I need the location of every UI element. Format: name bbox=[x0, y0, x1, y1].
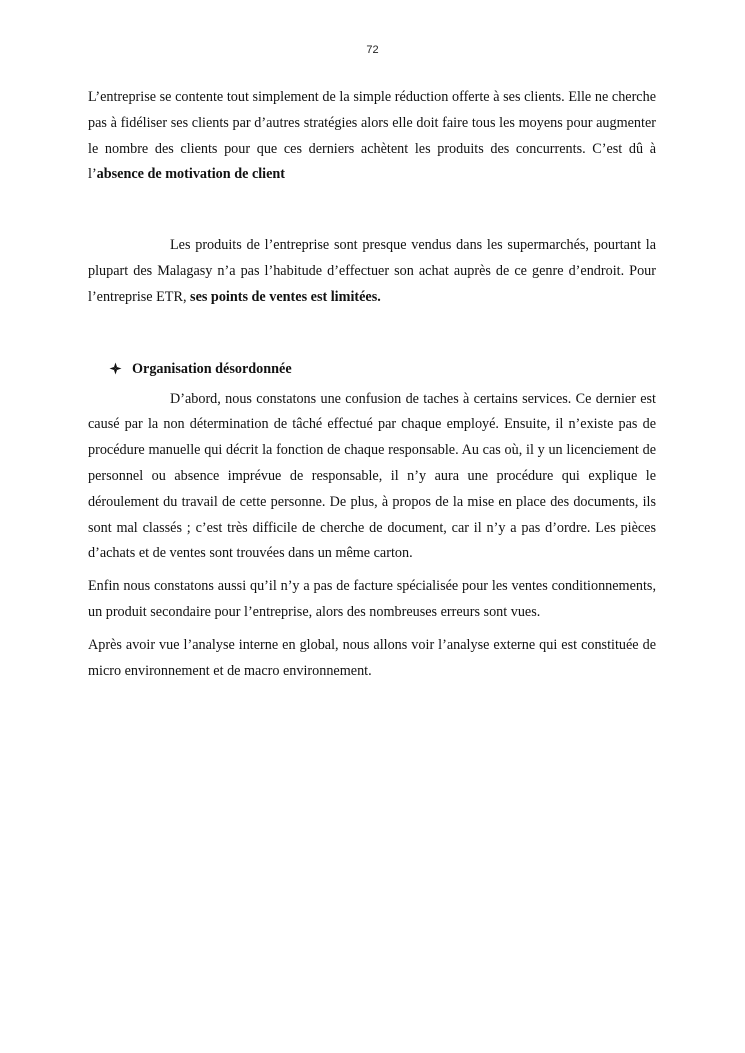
paragraph-points-of-sale bbox=[88, 233, 656, 310]
spacer bbox=[88, 188, 656, 233]
paragraph-invoices: Enfin nous constatons aussi qu’il n’y a pas de facture spécialisée pour les ventes conditionnements, un produit secondaire pour l’entreprise, alors des nombreuses erreurs sont vues. bbox=[88, 578, 656, 620]
page-number: 72 bbox=[366, 44, 379, 56]
paragraph-external-analysis: Après avoir vue l’analyse interne en global, nous allons voir l’analyse externe qui est constituée de micro environnement et de macro environnement. bbox=[88, 636, 656, 679]
paragraph-points-of-sale-text: Les produits de l’entreprise sont presque vendus dans les supermarchés, pourtant la plupart des Malagasy n’a pas l’habitude d’effectuer son achat auprès de ce genre d’endroit. Pour l’entreprise ETR, bbox=[88, 237, 656, 305]
spacer bbox=[88, 567, 656, 574]
section-heading bbox=[88, 356, 656, 382]
paragraph-motivation bbox=[88, 85, 656, 188]
paragraph-points-of-sale-emphasis: ses points de ventes est limitées. bbox=[190, 288, 381, 305]
spacer bbox=[88, 311, 656, 356]
page-content bbox=[88, 85, 656, 684]
paragraph-motivation-emphasis: absence de motivation de client bbox=[96, 166, 286, 183]
section-heading-title: Organisation désordonnée bbox=[132, 360, 292, 377]
paragraph-disorganization: D’abord, nous constatons une confusion de taches à certains services. Ce dernier est causé par la non détermination de tâché effectué par chaque employé. Ensuite, il n’existe pas de procédure manuelle qui décrit la fonction de chaque responsable. Au cas où, il y un licenciement de personnel ou absence imprévue de responsable, il n’y aura une procédure qui explique le déroulement du travail de cette personne. De plus, à propos de la mise en place des documents, ils sont mal classés ; c’est très difficile de cherche de document, car il n’y a pas d’ordre. Les pièces d’achats et de ventes sont trouvées dans un même carton. bbox=[88, 390, 656, 562]
spacer bbox=[88, 626, 656, 633]
diamond-bullet-icon bbox=[108, 362, 122, 376]
paragraph-motivation-text: L’entreprise se contente tout simplement de la simple réduction offerte à ses clients. Elle ne cherche pas à fidéliser ses clients par d’autres stratégies alors elle doit faire tous les moyens pour augmenter le nombre des clients pour que ces derniers achètent les produits des concurrents. C’est dû à l’ bbox=[88, 89, 656, 183]
